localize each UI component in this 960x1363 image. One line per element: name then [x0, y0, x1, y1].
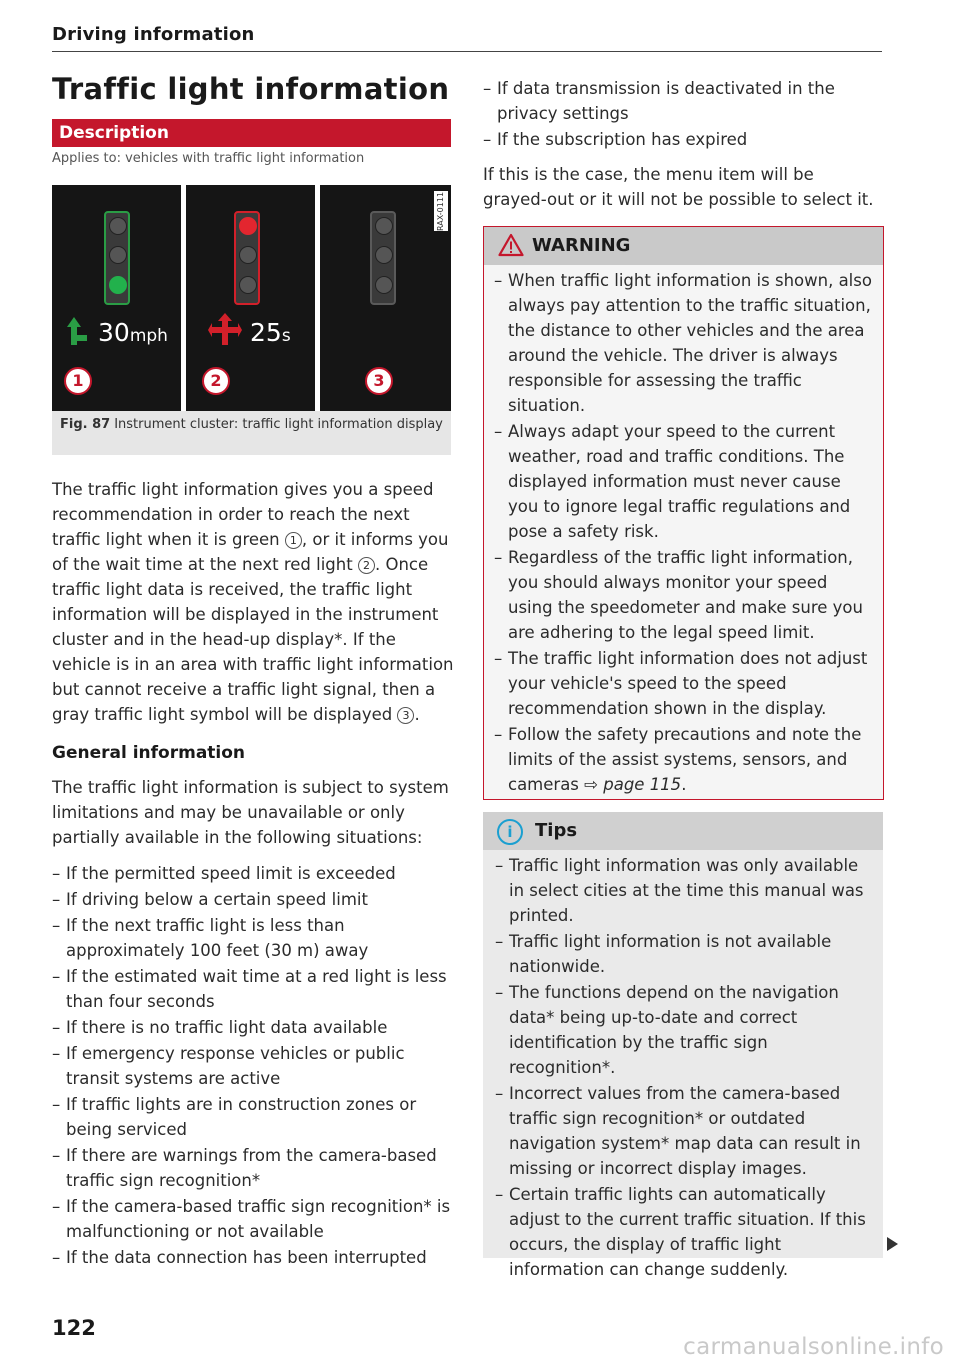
warning-list [494, 268, 873, 797]
list-item: – Traffic light information was only available in select cities at the time this manual was printed. [495, 853, 873, 928]
tips-list [495, 853, 873, 1282]
page-title: Traffic light information [52, 72, 450, 106]
lamp-middle [239, 246, 257, 264]
tips-box [483, 812, 883, 1279]
right-column-top [483, 76, 883, 223]
list-item: – Certain traffic lights can automatically adjust to the current traffic situation. If this occurs, the display of traffic light information can change suddenly. [495, 1182, 873, 1282]
list-item: – If the next traffic light is less than approximately 100 feet (30 m) away [52, 913, 454, 963]
warning-last-end: . [681, 775, 687, 794]
header-rule [52, 51, 882, 52]
speed-recommendation [98, 318, 168, 347]
figure-panel-2 [186, 185, 315, 411]
info-icon: i [497, 819, 523, 845]
warning-box [483, 226, 884, 800]
list-item: – If emergency response vehicles or public transit systems are active [52, 1041, 454, 1091]
list-item: – The traffic light information does not adjust your vehicle's speed to the speed recommendation shown in the display. [494, 646, 873, 721]
lamp-bottom [375, 276, 393, 294]
grayed-out-paragraph: If this is the case, the menu item will be grayed-out or it will not be possible to select it. [483, 165, 874, 209]
figure-caption [52, 411, 451, 455]
general-info-paragraph: The traffic light information is subject to system limitations and may be unavailable or only partially available in the following situations: [52, 778, 449, 847]
list-item: – Traffic light information is not available nationwide. [495, 929, 873, 979]
wait-value: 25 [250, 318, 282, 347]
tips-header [483, 812, 883, 850]
figure-code: RAX-0111 [434, 191, 448, 231]
lamp-top [109, 217, 127, 235]
intro-text: The traffic light information gives you a speed recommendation in order to reach the next traffic light when it is green [52, 480, 434, 549]
page-number: 122 [52, 1316, 96, 1340]
warning-triangle-icon [498, 233, 524, 257]
list-item: – Regardless of the traffic light information, you should always monitor your speed using the speedometer and make sure you are adhering to the legal speed limit. [494, 545, 873, 645]
list-item: – If the camera-based traffic sign recognition* is malfunctioning or not available [52, 1194, 454, 1244]
section-header: Driving information [52, 24, 255, 45]
list-item: – If the estimated wait time at a red light is less than four seconds [52, 964, 454, 1014]
lamp-bottom [239, 276, 257, 294]
list-item: – If there are warnings from the camera-based traffic sign recognition* [52, 1143, 454, 1193]
intersection-icon [208, 313, 242, 345]
warning-last-text: Follow the safety precautions and note the limits of the assist systems, sensors, and cameras [508, 725, 862, 794]
lamp-top [375, 217, 393, 235]
list-item: – If the subscription has expired [483, 127, 883, 152]
list-item: – Incorrect values from the camera-based traffic sign recognition* or outdated navigation system* map data can result in missing or incorrect display images. [495, 1081, 873, 1181]
list-item: – If the data connection has been interrupted [52, 1245, 454, 1270]
continue-arrow-icon [887, 1237, 898, 1251]
intro-text-tail: . [414, 705, 420, 724]
tips-body [483, 850, 883, 1282]
list-item: – If there is no traffic light data available [52, 1015, 454, 1040]
list-item [494, 722, 873, 797]
traffic-light-icon-gray [370, 211, 396, 305]
list-item: – Always adapt your speed to the current weather, road and traffic conditions. The displayed information must never cause you to ignore legal traffic regulations and pose a safety risk. [494, 419, 873, 544]
wait-unit: s [281, 326, 291, 346]
page-reference-link[interactable]: ⇨ page 115 [584, 775, 682, 794]
description-bar: Description [52, 119, 451, 147]
callout-2: 2 [202, 367, 230, 395]
wait-time [250, 318, 291, 347]
turn-arrow-icon [65, 315, 89, 345]
figure-label: Fig. 87 [60, 417, 111, 432]
warning-body [484, 265, 883, 797]
traffic-light-icon-red [234, 211, 260, 305]
left-column [52, 477, 454, 1271]
figure-caption-text: Instrument cluster: traffic light information display [114, 417, 443, 432]
page-reference: page 115 [603, 775, 682, 794]
list-item: – If data transmission is deactivated in the privacy settings [483, 76, 883, 126]
lamp-bottom-lit [109, 276, 127, 294]
figure-panel-1 [52, 185, 181, 411]
tips-label: Tips [535, 820, 578, 841]
lamp-middle [109, 246, 127, 264]
list-item: – The functions depend on the navigation data* being up-to-date and correct identification by the traffic sign recognition*. [495, 980, 873, 1080]
list-item: – If traffic lights are in construction zones or being serviced [52, 1092, 454, 1142]
speed-value: 30 [98, 318, 130, 347]
general-info-heading: General information [52, 743, 246, 763]
callout-3: 3 [365, 367, 393, 395]
list-item: – If driving below a certain speed limit [52, 887, 454, 912]
callout-ref-1: 1 [285, 532, 302, 549]
lamp-top-lit [239, 217, 257, 235]
traffic-light-icon-green [104, 211, 130, 305]
list-item: – When traffic light information is shown, also always pay attention to the traffic situation, the distance to other vehicles and the area around the vehicle. The driver is always responsible for assessing the traffic situation. [494, 268, 873, 418]
traffic-light-figure [52, 185, 451, 411]
warning-label: WARNING [532, 235, 631, 256]
callout-ref-2: 2 [358, 557, 375, 574]
limitations-list [52, 861, 454, 1270]
lamp-middle [375, 246, 393, 264]
list-item: – If the permitted speed limit is exceeded [52, 861, 454, 886]
intro-text-end: . Once traffic light data is received, the traffic light information will be displayed in the instrument cluster and in the head-up display*. If the vehicle is in an area with traffic light information but cannot receive a traffic light signal, then a gray traffic light symbol will be displayed [52, 555, 454, 724]
speed-unit: mph [129, 326, 168, 346]
warning-header [484, 227, 883, 265]
intro-paragraph [52, 477, 454, 727]
callout-ref-3: 3 [397, 707, 414, 724]
callout-1: 1 [64, 367, 92, 395]
applies-to-note: Applies to: vehicles with traffic light information [52, 151, 365, 166]
figure-panel-3 [320, 185, 451, 411]
limitations-list-continued [483, 76, 883, 152]
intro-text-mid: , or it informs you of the wait time at the next red light [52, 530, 449, 574]
watermark: carmanualsonline.info [683, 1334, 944, 1360]
